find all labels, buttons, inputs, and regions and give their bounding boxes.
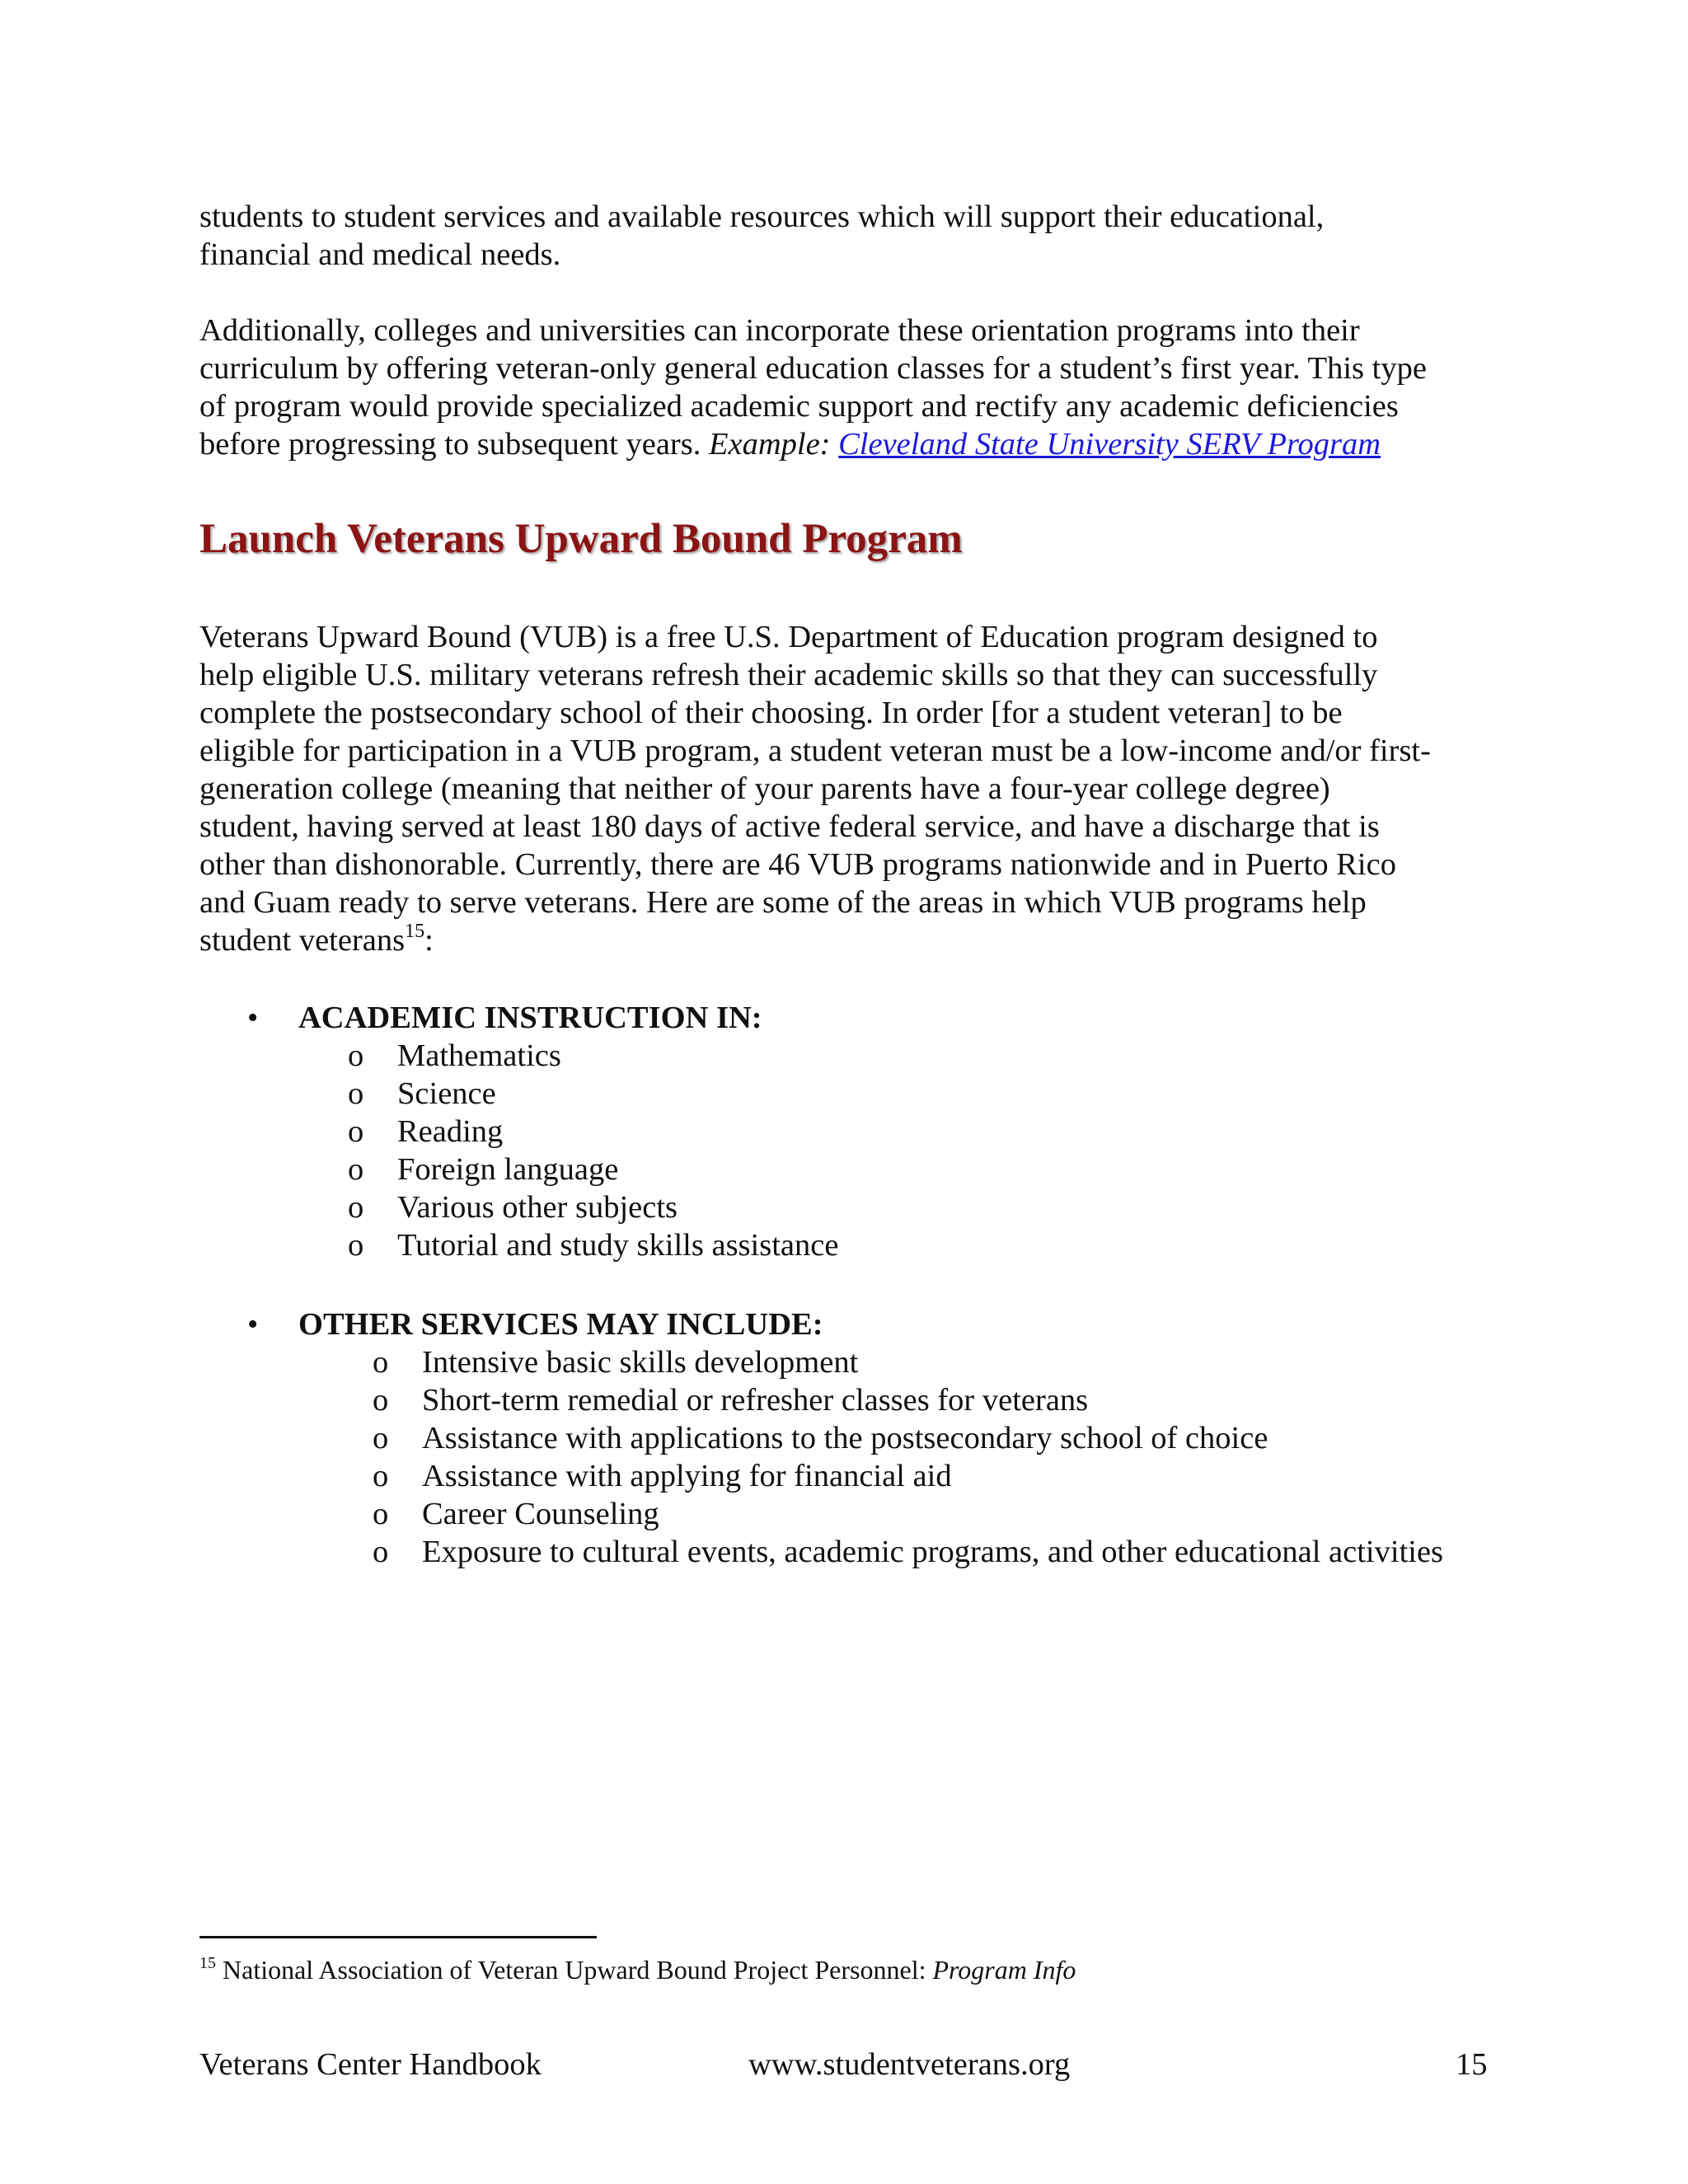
example-label: Example: — [708, 427, 839, 462]
academic-instruction-title: ACADEMIC INSTRUCTION IN: — [298, 1001, 762, 1035]
bullet-marker: • — [247, 1307, 259, 1342]
footnote-number: 15 — [199, 1954, 216, 1972]
vub-line-4: eligible for participation in a VUB program, a student veteran must be a low-income and/or first- — [199, 733, 1431, 768]
list-item-text: Science — [397, 1076, 496, 1111]
curriculum-line-1: Additionally, colleges and universities can incorporate these orientation programs into their — [199, 313, 1360, 348]
intro-paragraph — [199, 198, 1502, 274]
sub-bullet-marker: o — [373, 1383, 389, 1418]
sub-bullet-marker: o — [373, 1345, 389, 1380]
bullet-marker: • — [247, 1001, 259, 1035]
list-item-text: Foreign language — [397, 1152, 619, 1187]
sub-bullet-marker: o — [373, 1535, 389, 1569]
vub-line-9 — [199, 921, 1502, 959]
sub-bullet-marker: o — [373, 1421, 389, 1455]
list-item-text: Assistance with applications to the postsecondary school of choice — [422, 1421, 1268, 1455]
vub-line-7: other than dishonorable. Currently, there are 46 VUB programs nationwide and in Puerto Rico — [199, 847, 1396, 882]
section-heading: Launch Veterans Upward Bound Program — [199, 516, 963, 562]
vub-line-2: help eligible U.S. military veterans refresh their academic skills so that they can successfully — [199, 658, 1378, 692]
footer-title: Veterans Center Handbook — [199, 2047, 542, 2082]
other-services-title: OTHER SERVICES MAY INCLUDE: — [298, 1307, 823, 1342]
footer-website: www.studentveterans.org — [748, 2047, 1071, 2082]
footnote-separator — [199, 1936, 597, 1938]
list-item-text: Assistance with applying for financial aid — [422, 1459, 952, 1493]
list-item-text: Short-term remedial or refresher classes for veterans — [422, 1383, 1089, 1418]
curriculum-line-4 — [199, 425, 1502, 463]
intro-line-2: financial and medical needs. — [199, 237, 561, 272]
sub-bullet-marker: o — [348, 1038, 364, 1073]
footnote-italic-text: Program Info — [932, 1955, 1076, 1985]
sub-bullet-marker: o — [348, 1228, 364, 1263]
list-item-text: Various other subjects — [397, 1190, 678, 1225]
vub-line-8: and Guam ready to serve veterans. Here are some of the areas in which VUB programs help — [199, 885, 1367, 920]
list-item-text: Mathematics — [397, 1038, 561, 1073]
sub-bullet-marker: o — [348, 1190, 364, 1225]
curriculum-paragraph — [199, 312, 1502, 463]
cleveland-state-serv-link[interactable]: Cleveland State University SERV Program — [838, 427, 1381, 462]
intro-line-1: students to student services and available resources which will support their educational, — [199, 199, 1325, 234]
sub-bullet-marker: o — [348, 1076, 364, 1111]
sub-bullet-marker: o — [348, 1114, 364, 1149]
sub-bullet-marker: o — [348, 1152, 364, 1187]
footnote — [199, 1953, 1076, 1986]
vub-line-1: Veterans Upward Bound (VUB) is a free U.S. Department of Education program designed to — [199, 620, 1378, 654]
page-number: 15 — [1456, 2047, 1488, 2082]
vub-line-6: student, having served at least 180 days of active federal service, and have a discharge that is — [199, 809, 1380, 844]
curriculum-line-2: curriculum by offering veteran-only general education classes for a student’s first year. This type — [199, 351, 1427, 386]
vub-line-9-end: : — [424, 923, 434, 958]
list-item-text: Exposure to cultural events, academic programs, and other educational activities — [422, 1535, 1444, 1569]
list-item-text: Tutorial and study skills assistance — [397, 1228, 839, 1263]
footnote-text: National Association of Veteran Upward Bound Project Personnel: — [216, 1955, 933, 1985]
footnote-reference[interactable]: 15 — [405, 921, 425, 942]
list-item-text: Reading — [397, 1114, 504, 1149]
vub-line-9-text: student veterans — [199, 923, 406, 958]
sub-bullet-marker: o — [373, 1459, 389, 1493]
vub-line-5: generation college (meaning that neither of your parents have a four-year college degree) — [199, 771, 1330, 806]
vub-paragraph — [199, 618, 1502, 959]
curriculum-line-3: of program would provide specialized academic support and rectify any academic deficiencies — [199, 389, 1399, 424]
vub-line-3: complete the postsecondary school of their choosing. In order [for a student veteran] to be — [199, 696, 1343, 730]
curriculum-line-4-text: before progressing to subsequent years. — [199, 427, 709, 462]
list-item-text: Career Counseling — [422, 1497, 659, 1531]
list-item-text: Intensive basic skills development — [422, 1345, 859, 1380]
sub-bullet-marker: o — [373, 1497, 389, 1531]
